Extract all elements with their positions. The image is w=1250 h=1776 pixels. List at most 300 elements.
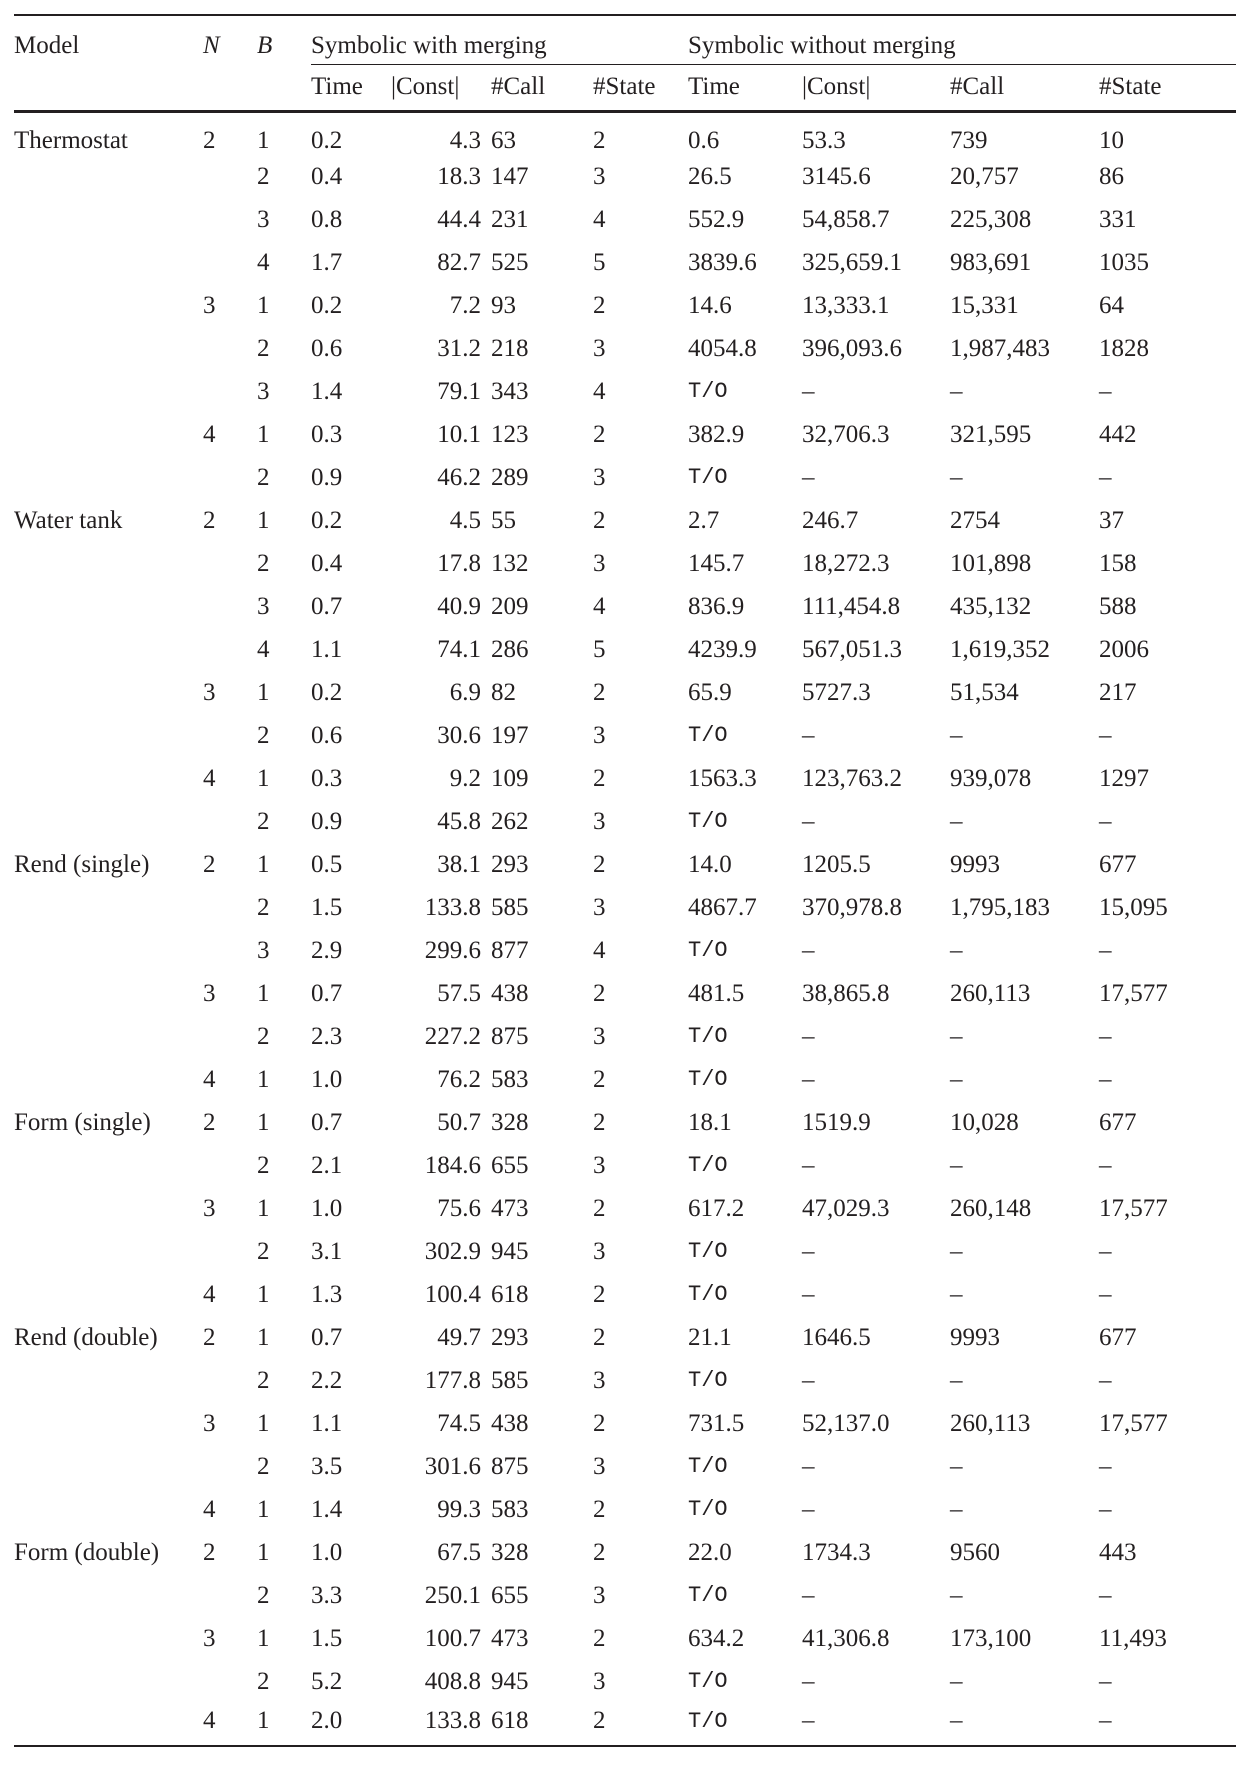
model-cell bbox=[14, 1660, 203, 1703]
table-row bbox=[14, 370, 1236, 413]
model-cell bbox=[14, 929, 203, 972]
call-merging-cell: 123 bbox=[491, 420, 529, 448]
header-time-no-merging: Time bbox=[688, 64, 802, 112]
call-no-merging-cell: 173,100 bbox=[950, 1624, 1032, 1652]
state-no-merging-cell: 64 bbox=[1099, 291, 1124, 319]
const-merging-cell: 4.5 bbox=[449, 506, 481, 534]
const-no-merging-cell: 111,454.8 bbox=[802, 592, 901, 620]
n-cell: 4 bbox=[203, 764, 216, 792]
call-merging-cell: 218 bbox=[491, 334, 529, 362]
model-cell bbox=[14, 886, 203, 929]
b-cell: 1 bbox=[257, 678, 270, 706]
const-no-merging-cell: 41,306.8 bbox=[802, 1624, 890, 1652]
time-no-merging-cell: 22.0 bbox=[688, 1538, 732, 1566]
model-cell: Rend (double) bbox=[14, 1323, 158, 1351]
call-merging-cell: 583 bbox=[491, 1065, 529, 1093]
model-cell bbox=[14, 327, 203, 370]
header-const-no-merging: |Const| bbox=[802, 64, 950, 112]
const-no-merging-cell: 1734.3 bbox=[802, 1538, 871, 1566]
b-cell: 1 bbox=[257, 850, 270, 878]
time-merging-cell: 2.3 bbox=[311, 1022, 343, 1050]
n-cell bbox=[203, 1015, 257, 1058]
table-row bbox=[14, 1316, 1236, 1359]
const-no-merging-cell: 13,333.1 bbox=[802, 291, 890, 319]
const-no-merging-cell: – bbox=[802, 721, 815, 749]
time-no-merging-cell: 481.5 bbox=[688, 979, 745, 1007]
n-cell: 4 bbox=[203, 1065, 216, 1093]
table-row bbox=[14, 155, 1236, 198]
const-merging-cell: 250.1 bbox=[424, 1581, 481, 1609]
const-no-merging-cell: – bbox=[802, 463, 815, 491]
time-no-merging-cell: 634.2 bbox=[688, 1624, 745, 1652]
b-cell: 4 bbox=[257, 635, 270, 663]
state-no-merging-cell: 15,095 bbox=[1099, 893, 1168, 921]
const-merging-cell: 18.3 bbox=[437, 162, 481, 190]
call-no-merging-cell: 260,113 bbox=[950, 979, 1031, 1007]
const-no-merging-cell: 567,051.3 bbox=[802, 635, 902, 663]
header-n: N bbox=[203, 15, 257, 64]
table-row bbox=[14, 714, 1236, 757]
time-no-merging-cell: T/O bbox=[688, 1153, 728, 1178]
header-state-merging: #State bbox=[593, 64, 688, 112]
const-no-merging-cell: 1205.5 bbox=[802, 850, 871, 878]
state-no-merging-cell: – bbox=[1099, 936, 1112, 964]
n-cell: 2 bbox=[203, 1538, 216, 1566]
state-merging-cell: 3 bbox=[593, 463, 606, 491]
call-no-merging-cell: 101,898 bbox=[950, 549, 1032, 577]
b-cell: 3 bbox=[257, 205, 270, 233]
const-merging-cell: 38.1 bbox=[437, 850, 481, 878]
call-merging-cell: 945 bbox=[491, 1237, 529, 1265]
call-no-merging-cell: 983,691 bbox=[950, 248, 1032, 276]
table-row bbox=[14, 542, 1236, 585]
const-merging-cell: 75.6 bbox=[437, 1194, 481, 1222]
model-cell bbox=[14, 1703, 203, 1746]
const-no-merging-cell: 47,029.3 bbox=[802, 1194, 890, 1222]
table-row bbox=[14, 1574, 1236, 1617]
const-merging-cell: 40.9 bbox=[437, 592, 481, 620]
state-merging-cell: 2 bbox=[593, 127, 606, 154]
call-no-merging-cell: 939,078 bbox=[950, 764, 1032, 792]
table-row bbox=[14, 241, 1236, 284]
n-cell: 4 bbox=[203, 420, 216, 448]
state-merging-cell: 2 bbox=[593, 1323, 606, 1351]
time-merging-cell: 0.7 bbox=[311, 1323, 343, 1351]
table-row bbox=[14, 1660, 1236, 1703]
state-merging-cell: 5 bbox=[593, 248, 606, 276]
state-no-merging-cell: 442 bbox=[1099, 420, 1137, 448]
time-merging-cell: 1.4 bbox=[311, 1495, 343, 1523]
b-cell: 1 bbox=[257, 506, 270, 534]
table-body bbox=[14, 112, 1236, 1747]
n-cell: 3 bbox=[203, 1194, 216, 1222]
model-cell bbox=[14, 1058, 203, 1101]
n-cell bbox=[203, 714, 257, 757]
header-call-merging: #Call bbox=[491, 64, 593, 112]
table-row bbox=[14, 284, 1236, 327]
model-cell bbox=[14, 155, 203, 198]
const-no-merging-cell: – bbox=[802, 1366, 815, 1394]
time-no-merging-cell: 2.7 bbox=[688, 506, 720, 534]
time-merging-cell: 0.2 bbox=[311, 506, 343, 534]
const-no-merging-cell: 38,865.8 bbox=[802, 979, 890, 1007]
time-no-merging-cell: T/O bbox=[688, 379, 728, 404]
state-merging-cell: 4 bbox=[593, 377, 606, 405]
call-no-merging-cell: – bbox=[950, 1667, 963, 1695]
call-no-merging-cell: 435,132 bbox=[950, 592, 1032, 620]
n-cell bbox=[203, 542, 257, 585]
state-merging-cell: 3 bbox=[593, 334, 606, 362]
b-cell: 2 bbox=[257, 162, 270, 190]
model-cell: Thermostat bbox=[14, 127, 128, 154]
call-merging-cell: 197 bbox=[491, 721, 529, 749]
state-no-merging-cell: 2006 bbox=[1099, 635, 1149, 663]
n-cell: 3 bbox=[203, 291, 216, 319]
time-no-merging-cell: 552.9 bbox=[688, 205, 745, 233]
header-b: B bbox=[257, 15, 311, 64]
const-merging-cell: 82.7 bbox=[437, 248, 481, 276]
state-merging-cell: 2 bbox=[593, 1495, 606, 1523]
model-cell bbox=[14, 370, 203, 413]
model-cell: Form (single) bbox=[14, 1108, 151, 1136]
state-merging-cell: 2 bbox=[593, 1538, 606, 1566]
time-merging-cell: 0.2 bbox=[311, 678, 343, 706]
call-merging-cell: 93 bbox=[491, 291, 516, 319]
const-merging-cell: 7.2 bbox=[449, 291, 481, 319]
const-no-merging-cell: 53.3 bbox=[802, 127, 846, 154]
n-cell bbox=[203, 1574, 257, 1617]
state-merging-cell: 3 bbox=[593, 1366, 606, 1394]
header-call-no-merging: #Call bbox=[950, 64, 1099, 112]
b-cell: 1 bbox=[257, 1323, 270, 1351]
header-model: Model bbox=[14, 15, 203, 64]
const-no-merging-cell: 246.7 bbox=[802, 506, 859, 534]
call-merging-cell: 618 bbox=[491, 1703, 593, 1746]
n-cell bbox=[203, 456, 257, 499]
time-no-merging-cell: 1563.3 bbox=[688, 764, 757, 792]
table-row bbox=[14, 886, 1236, 929]
time-merging-cell: 0.8 bbox=[311, 205, 343, 233]
state-merging-cell: 2 bbox=[593, 291, 606, 319]
const-no-merging-cell: 1646.5 bbox=[802, 1323, 871, 1351]
b-cell: 2 bbox=[257, 807, 270, 835]
b-cell: 2 bbox=[257, 1452, 270, 1480]
state-merging-cell: 5 bbox=[593, 635, 606, 663]
time-no-merging-cell: T/O bbox=[688, 1669, 728, 1694]
time-no-merging-cell: 617.2 bbox=[688, 1194, 745, 1222]
table-row bbox=[14, 671, 1236, 714]
b-cell: 1 bbox=[257, 1495, 270, 1523]
const-merging-cell: 44.4 bbox=[437, 205, 481, 233]
call-no-merging-cell: – bbox=[950, 807, 963, 835]
const-merging-cell: 79.1 bbox=[437, 377, 481, 405]
call-merging-cell: 473 bbox=[491, 1624, 529, 1652]
table-row bbox=[14, 1144, 1236, 1187]
state-no-merging-cell: – bbox=[1099, 721, 1112, 749]
call-no-merging-cell: 9993 bbox=[950, 850, 1000, 878]
time-merging-cell: 2.0 bbox=[311, 1703, 391, 1746]
const-no-merging-cell: – bbox=[802, 1495, 815, 1523]
call-merging-cell: 945 bbox=[491, 1667, 529, 1695]
time-merging-cell: 3.5 bbox=[311, 1452, 343, 1480]
b-cell: 3 bbox=[257, 592, 270, 620]
state-merging-cell: 3 bbox=[593, 1151, 606, 1179]
b-cell: 1 bbox=[257, 1409, 270, 1437]
const-no-merging-cell: 52,137.0 bbox=[802, 1409, 890, 1437]
state-merging-cell: 2 bbox=[593, 1065, 606, 1093]
const-no-merging-cell: – bbox=[802, 1065, 815, 1093]
const-no-merging-cell: 18,272.3 bbox=[802, 549, 890, 577]
state-no-merging-cell: – bbox=[1099, 1667, 1112, 1695]
call-no-merging-cell: – bbox=[950, 1065, 963, 1093]
time-merging-cell: 0.4 bbox=[311, 162, 343, 190]
const-merging-cell: 50.7 bbox=[437, 1108, 481, 1136]
call-no-merging-cell: 10,028 bbox=[950, 1108, 1019, 1136]
n-cell: 3 bbox=[203, 979, 216, 1007]
n-cell bbox=[203, 628, 257, 671]
state-no-merging-cell: – bbox=[1099, 1151, 1112, 1179]
call-no-merging-cell: 15,331 bbox=[950, 291, 1019, 319]
time-merging-cell: 1.5 bbox=[311, 893, 343, 921]
time-no-merging-cell: 4054.8 bbox=[688, 334, 757, 362]
b-cell: 1 bbox=[257, 764, 270, 792]
n-cell: 4 bbox=[203, 1495, 216, 1523]
model-cell bbox=[14, 972, 203, 1015]
table-row bbox=[14, 413, 1236, 456]
state-merging-cell: 4 bbox=[593, 205, 606, 233]
call-no-merging-cell: – bbox=[950, 936, 963, 964]
time-no-merging-cell: 65.9 bbox=[688, 678, 732, 706]
time-no-merging-cell: T/O bbox=[688, 1454, 728, 1479]
time-merging-cell: 1.0 bbox=[311, 1194, 343, 1222]
state-merging-cell: 3 bbox=[593, 893, 606, 921]
call-no-merging-cell: 260,148 bbox=[950, 1194, 1032, 1222]
state-no-merging-cell: 1297 bbox=[1099, 764, 1149, 792]
header-blank bbox=[14, 64, 203, 112]
state-merging-cell: 2 bbox=[593, 1409, 606, 1437]
call-merging-cell: 286 bbox=[491, 635, 529, 663]
const-merging-cell: 408.8 bbox=[424, 1667, 481, 1695]
call-merging-cell: 328 bbox=[491, 1108, 529, 1136]
call-merging-cell: 289 bbox=[491, 463, 529, 491]
const-no-merging-cell: – bbox=[802, 1452, 815, 1480]
header-const-merging: |Const| bbox=[391, 64, 491, 112]
const-no-merging-cell: 396,093.6 bbox=[802, 334, 902, 362]
call-merging-cell: 618 bbox=[491, 1280, 529, 1308]
n-cell: 4 bbox=[203, 1280, 216, 1308]
call-no-merging-cell: – bbox=[950, 463, 963, 491]
table-row bbox=[14, 1058, 1236, 1101]
state-no-merging-cell: – bbox=[1099, 1581, 1112, 1609]
time-merging-cell: 0.2 bbox=[311, 291, 343, 319]
n-cell: 3 bbox=[203, 1409, 216, 1437]
time-merging-cell: 0.9 bbox=[311, 807, 343, 835]
table-row bbox=[14, 327, 1236, 370]
const-no-merging-cell: – bbox=[802, 1703, 950, 1746]
model-cell: Form (double) bbox=[14, 1538, 160, 1566]
state-no-merging-cell: 331 bbox=[1099, 205, 1137, 233]
const-merging-cell: 133.8 bbox=[391, 1703, 491, 1746]
time-no-merging-cell: T/O bbox=[688, 1368, 728, 1393]
b-cell: 4 bbox=[257, 248, 270, 276]
table-row bbox=[14, 456, 1236, 499]
state-no-merging-cell: – bbox=[1099, 377, 1112, 405]
n-cell: 2 bbox=[203, 127, 216, 154]
call-merging-cell: 343 bbox=[491, 377, 529, 405]
const-merging-cell: 184.6 bbox=[424, 1151, 481, 1179]
state-no-merging-cell: – bbox=[1099, 807, 1112, 835]
call-no-merging-cell: 260,113 bbox=[950, 1409, 1031, 1437]
const-no-merging-cell: – bbox=[802, 1151, 815, 1179]
model-cell bbox=[14, 585, 203, 628]
const-merging-cell: 4.3 bbox=[449, 127, 481, 154]
model-cell bbox=[14, 714, 203, 757]
call-no-merging-cell: – bbox=[950, 1495, 963, 1523]
call-no-merging-cell: – bbox=[950, 721, 963, 749]
time-merging-cell: 0.9 bbox=[311, 463, 343, 491]
time-no-merging-cell: 382.9 bbox=[688, 420, 745, 448]
call-no-merging-cell: – bbox=[950, 1237, 963, 1265]
table-row bbox=[14, 1230, 1236, 1273]
b-cell: 2 bbox=[257, 1237, 270, 1265]
time-no-merging-cell: T/O bbox=[688, 465, 728, 490]
table-row bbox=[14, 1445, 1236, 1488]
state-merging-cell: 3 bbox=[593, 1667, 606, 1695]
call-merging-cell: 82 bbox=[491, 678, 516, 706]
b-cell: 2 bbox=[257, 1151, 270, 1179]
b-cell: 2 bbox=[257, 1581, 270, 1609]
table-row bbox=[14, 1359, 1236, 1402]
state-merging-cell: 3 bbox=[593, 1237, 606, 1265]
model-cell bbox=[14, 413, 203, 456]
b-cell: 1 bbox=[257, 420, 270, 448]
const-merging-cell: 30.6 bbox=[437, 721, 481, 749]
model-cell bbox=[14, 1359, 203, 1402]
b-cell: 1 bbox=[257, 1538, 270, 1566]
b-cell: 2 bbox=[257, 721, 270, 749]
state-merging-cell: 3 bbox=[593, 807, 606, 835]
call-merging-cell: 473 bbox=[491, 1194, 529, 1222]
table-row bbox=[14, 972, 1236, 1015]
time-merging-cell: 0.3 bbox=[311, 420, 343, 448]
state-no-merging-cell: 217 bbox=[1099, 678, 1137, 706]
call-merging-cell: 209 bbox=[491, 592, 529, 620]
table-row bbox=[14, 499, 1236, 542]
table-row bbox=[14, 1617, 1236, 1660]
const-merging-cell: 6.9 bbox=[449, 678, 481, 706]
time-merging-cell: 1.3 bbox=[311, 1280, 343, 1308]
call-no-merging-cell: – bbox=[950, 1151, 963, 1179]
time-no-merging-cell: T/O bbox=[688, 1497, 728, 1522]
header-blank bbox=[257, 64, 311, 112]
results-table bbox=[14, 14, 1236, 1747]
const-merging-cell: 17.8 bbox=[437, 549, 481, 577]
state-no-merging-cell: – bbox=[1099, 463, 1112, 491]
time-merging-cell: 0.7 bbox=[311, 979, 343, 1007]
b-cell: 3 bbox=[257, 936, 270, 964]
time-no-merging-cell: T/O bbox=[688, 938, 728, 963]
table-row bbox=[14, 757, 1236, 800]
state-merging-cell: 2 bbox=[593, 979, 606, 1007]
call-merging-cell: 231 bbox=[491, 205, 529, 233]
state-no-merging-cell: 17,577 bbox=[1099, 1194, 1168, 1222]
time-merging-cell: 0.3 bbox=[311, 764, 343, 792]
n-cell: 3 bbox=[203, 678, 216, 706]
call-no-merging-cell: 9560 bbox=[950, 1538, 1000, 1566]
n-cell bbox=[203, 155, 257, 198]
const-merging-cell: 100.4 bbox=[424, 1280, 481, 1308]
time-merging-cell: 1.4 bbox=[311, 377, 343, 405]
header-blank bbox=[203, 64, 257, 112]
model-cell bbox=[14, 1574, 203, 1617]
time-no-merging-cell: T/O bbox=[688, 1583, 728, 1608]
n-cell bbox=[203, 1230, 257, 1273]
call-merging-cell: 63 bbox=[491, 127, 516, 154]
call-no-merging-cell: 9993 bbox=[950, 1323, 1000, 1351]
const-merging-cell: 31.2 bbox=[437, 334, 481, 362]
state-no-merging-cell: 677 bbox=[1099, 1323, 1137, 1351]
state-no-merging-cell: 37 bbox=[1099, 506, 1124, 534]
time-no-merging-cell: 14.0 bbox=[688, 850, 732, 878]
const-merging-cell: 133.8 bbox=[424, 893, 481, 921]
time-merging-cell: 0.2 bbox=[311, 127, 343, 154]
n-cell bbox=[203, 929, 257, 972]
time-no-merging-cell: T/O bbox=[688, 723, 728, 748]
time-no-merging-cell: 145.7 bbox=[688, 549, 745, 577]
b-cell: 1 bbox=[257, 291, 270, 319]
call-merging-cell: 132 bbox=[491, 549, 529, 577]
call-merging-cell: 262 bbox=[491, 807, 529, 835]
time-merging-cell: 1.0 bbox=[311, 1065, 343, 1093]
const-no-merging-cell: – bbox=[802, 807, 815, 835]
n-cell bbox=[203, 585, 257, 628]
state-no-merging-cell: 11,493 bbox=[1099, 1624, 1167, 1652]
state-merging-cell: 2 bbox=[593, 678, 606, 706]
call-no-merging-cell: – bbox=[950, 1452, 963, 1480]
table-row bbox=[14, 1531, 1236, 1574]
call-merging-cell: 438 bbox=[491, 979, 529, 1007]
call-merging-cell: 109 bbox=[491, 764, 529, 792]
model-cell bbox=[14, 1273, 203, 1316]
b-cell: 3 bbox=[257, 377, 270, 405]
b-cell: 2 bbox=[257, 549, 270, 577]
model-cell bbox=[14, 1445, 203, 1488]
call-no-merging-cell: 51,534 bbox=[950, 678, 1019, 706]
b-cell: 2 bbox=[257, 1022, 270, 1050]
time-no-merging-cell: 731.5 bbox=[688, 1409, 745, 1437]
const-no-merging-cell: – bbox=[802, 1022, 815, 1050]
state-no-merging-cell: 1828 bbox=[1099, 334, 1149, 362]
model-cell bbox=[14, 671, 203, 714]
time-no-merging-cell: 3839.6 bbox=[688, 248, 757, 276]
table-row bbox=[14, 1273, 1236, 1316]
const-no-merging-cell: – bbox=[802, 1667, 815, 1695]
n-cell: 2 bbox=[203, 506, 216, 534]
call-no-merging-cell: 1,987,483 bbox=[950, 334, 1050, 362]
time-no-merging-cell: 14.6 bbox=[688, 291, 732, 319]
table-row bbox=[14, 1101, 1236, 1144]
call-merging-cell: 147 bbox=[491, 162, 529, 190]
model-cell bbox=[14, 1015, 203, 1058]
const-no-merging-cell: – bbox=[802, 377, 815, 405]
table-row bbox=[14, 1488, 1236, 1531]
table-row bbox=[14, 843, 1236, 886]
call-merging-cell: 655 bbox=[491, 1151, 529, 1179]
model-cell bbox=[14, 1187, 203, 1230]
const-merging-cell: 76.2 bbox=[437, 1065, 481, 1093]
const-merging-cell: 99.3 bbox=[437, 1495, 481, 1523]
state-no-merging-cell: 677 bbox=[1099, 1108, 1137, 1136]
